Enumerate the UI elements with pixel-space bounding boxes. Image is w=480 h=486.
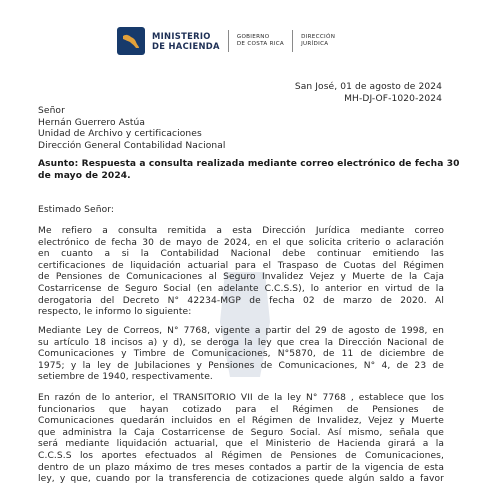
government-line2: DE COSTA RICA bbox=[236, 41, 285, 47]
paragraph-line: Me refiero a consulta remitida a esta Dirección Jurídica mediante correo bbox=[38, 226, 444, 236]
paragraph-line: dentro de un plazo máximo de tres meses contados a partir de la vigencia de esta bbox=[38, 462, 444, 473]
paragraph-line: que administra la Caja Costarricense de Seguro Social. Así mismo, señala que bbox=[38, 427, 444, 438]
paragraph-line: derogatoria del Decreto N° 42234-MGP de fecha 02 de marzo de 2020. Al bbox=[38, 295, 444, 306]
paragraph-line: será mediante liquidación actuarial, que el Ministerio de Hacienda girará a la bbox=[38, 439, 444, 450]
department-line2: JURÍDICA bbox=[301, 41, 329, 47]
salutation bbox=[38, 205, 444, 217]
salutation-text: Estimado Señor: bbox=[38, 205, 115, 215]
paragraph-line: Comunicaciones y Timbre de Comunicaciones, N°5870, de 11 de diciembre de bbox=[38, 349, 444, 360]
government-line1: GOBIERNO bbox=[236, 33, 270, 40]
date-block bbox=[0, 82, 442, 105]
ministry-name-line2: DE HACIENDA bbox=[152, 41, 220, 51]
paragraph-line: En razón de lo anterior, el TRANSITORIO VII de la ley N° 7768 , establece que los bbox=[38, 393, 444, 403]
department-line1: DIRECCIÓN bbox=[301, 33, 336, 40]
subject bbox=[38, 159, 460, 182]
paragraph-line: setiembre de 1940, respectivamente. bbox=[38, 372, 213, 383]
subject-line: de mayo de 2024. bbox=[38, 170, 131, 181]
government-name bbox=[237, 34, 284, 49]
paragraph-line: de Pensiones de Comunicaciones al Seguro Invalidez Vejez y Muerte de la Caja bbox=[38, 272, 444, 283]
ministry-name-line1: MINISTERIO bbox=[152, 31, 211, 41]
paragraph-1 bbox=[38, 226, 444, 319]
paragraph-line: Mediante Ley de Correos, N° 7768, vigente a partir del 29 de agosto de 1998, en bbox=[38, 326, 444, 336]
paragraph-line: Comunicaciones quedarán incluidos en el Régimen de Invalidez, Vejez y Muerte bbox=[38, 416, 444, 427]
paragraph-line: su artículo 18 incisos a) y d), se deroga la ley que crea la Dirección Nacional de bbox=[38, 337, 444, 348]
header-divider bbox=[228, 30, 229, 52]
paragraph-line: 1975; y la ley de Jubilaciones y Pensiones de Comunicaciones, N° 4, de 23 de bbox=[38, 360, 444, 371]
paragraph-line: certificaciones de liquidación actuarial para el Traspaso de Cuotas del Régimen bbox=[38, 260, 444, 271]
reference-number: MH-DJ-OF-1020-2024 bbox=[344, 93, 442, 104]
date-line: San José, 01 de agosto de 2024 bbox=[294, 82, 442, 92]
recipient-line: Hernán Guerrero Astúa bbox=[38, 117, 146, 128]
costa-rica-map-logo-icon bbox=[117, 27, 145, 55]
paragraph-line: Costarricense de Seguro Social (en adelante C.C.S.S), lo anterior en virtud de la bbox=[38, 283, 444, 294]
paragraph-line: respecto, le informo lo siguiente: bbox=[38, 307, 192, 318]
department-name bbox=[301, 34, 335, 49]
recipient-line: Señor bbox=[38, 106, 65, 116]
paragraph-line: C.C.S.S los aportes efectuados al Régimen de Pensiones de Comunicaciones, bbox=[38, 450, 444, 461]
recipient-line: Dirección General Contabilidad Nacional bbox=[38, 140, 226, 151]
paragraph-line: electrónico de fecha 30 de mayo de 2024, en el que solicita criterio o aclaración bbox=[38, 237, 444, 248]
ministry-name bbox=[152, 31, 220, 51]
header-divider bbox=[292, 30, 293, 52]
recipient-block bbox=[38, 106, 444, 152]
paragraph-line: ley, y que, cuando por la transferencia de cotizaciones quede algún saldo a favor bbox=[38, 474, 444, 485]
paragraph-line: funcionarios que hayan cotizado para el Régimen de Pensiones de bbox=[38, 404, 444, 415]
paragraph-2 bbox=[38, 326, 444, 384]
paragraph-3 bbox=[38, 393, 444, 486]
letterhead bbox=[117, 27, 335, 55]
paragraph-line: en cuanto a si la Contabilidad Nacional debe continuar emitiendo las bbox=[38, 249, 444, 260]
recipient-line: Unidad de Archivo y certificaciones bbox=[38, 129, 202, 140]
subject-line: Asunto: Respuesta a consulta realizada mediante correo electrónico de fecha 30 bbox=[38, 159, 460, 169]
